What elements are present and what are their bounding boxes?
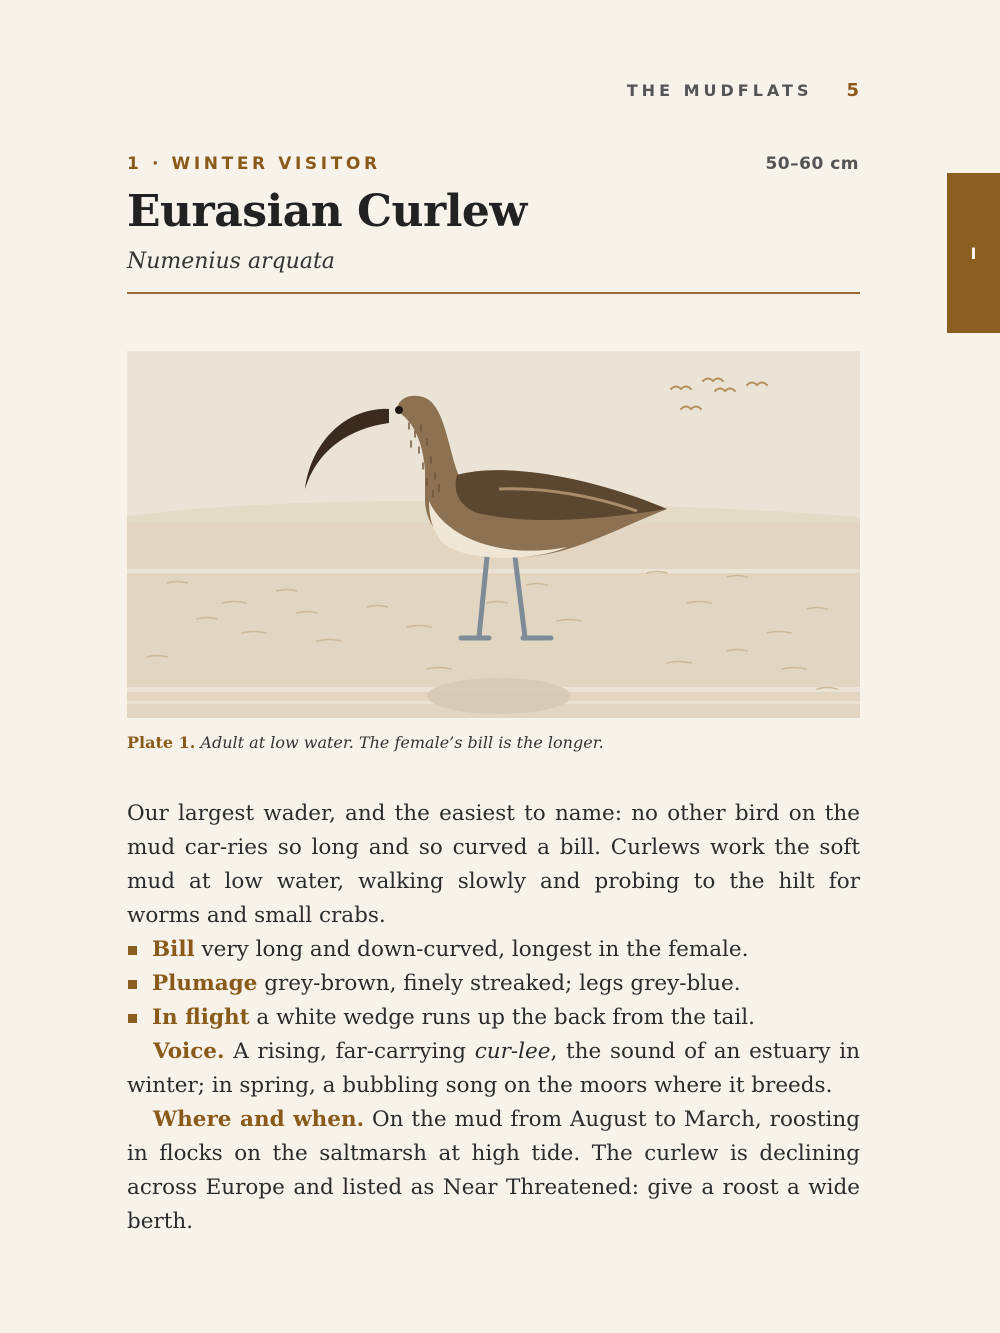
bird-reflection: [427, 678, 571, 714]
voice-call: cur-lee: [474, 1039, 551, 1064]
where-when-text: On the mud from August to March, roosting in flocks on the saltmarsh at high tide. The curlew is declining across Europe and listed as Near Threatened: give a roost a wide berth.: [127, 1107, 860, 1234]
species-description: [127, 797, 860, 1239]
where-when-paragraph: [127, 1103, 860, 1239]
voice-term: Voice.: [153, 1039, 225, 1064]
title-rule: [127, 292, 860, 294]
voice-paragraph: [127, 1035, 860, 1103]
entry-kicker: 1 · WINTER VISITOR: [127, 154, 381, 174]
bird-size: 50–60 cm: [765, 154, 859, 174]
feature-text: grey-brown, finely streaked; legs grey-blue.: [257, 971, 741, 996]
species-scientific-name: Numenius arquata: [127, 249, 335, 274]
feature-text: a white wedge runs up the back from the tail.: [249, 1005, 755, 1030]
intro-paragraph: Our largest wader, and the easiest to name: no other bird on the mud car-ries so long and so curved a bill. Curlews work the soft mud at low water, walking slowly and probing to the hilt for worms and small crabs.: [127, 801, 860, 928]
water-streak: [127, 569, 860, 573]
feature-plumage: [127, 967, 860, 1001]
page-number: 5: [846, 80, 859, 101]
feature-text: very long and down-curved, longest in the female.: [194, 937, 749, 962]
chapter-tab-label: I: [970, 243, 977, 263]
feature-in-flight: [127, 1001, 860, 1035]
running-head: [600, 80, 859, 101]
feature-term: In flight: [152, 1005, 250, 1030]
feature-term: Bill: [152, 937, 195, 962]
curlew-eye: [395, 406, 403, 414]
where-when-term: Where and when.: [153, 1107, 365, 1132]
voice-text-after: , the sound of an estuary in winter; in spring, a bubbling song on the moors where it breeds.: [127, 1039, 860, 1098]
feature-bill: [127, 933, 860, 967]
section-title: THE MUDFLATS: [626, 81, 813, 100]
curlew-illustration: [127, 351, 860, 718]
entry-header-row: [127, 154, 859, 174]
plate-caption-text: Adult at low water. The female’s bill is the longer.: [200, 733, 604, 752]
plate-label: Plate 1.: [127, 733, 196, 752]
feature-term: Plumage: [152, 971, 258, 996]
voice-text-before: A rising, far-carrying: [224, 1039, 475, 1064]
chapter-thumb-tab[interactable]: [947, 173, 1000, 333]
feature-list: [127, 933, 860, 1035]
species-common-name: Eurasian Curlew: [127, 186, 527, 237]
plate-caption: [127, 733, 860, 752]
